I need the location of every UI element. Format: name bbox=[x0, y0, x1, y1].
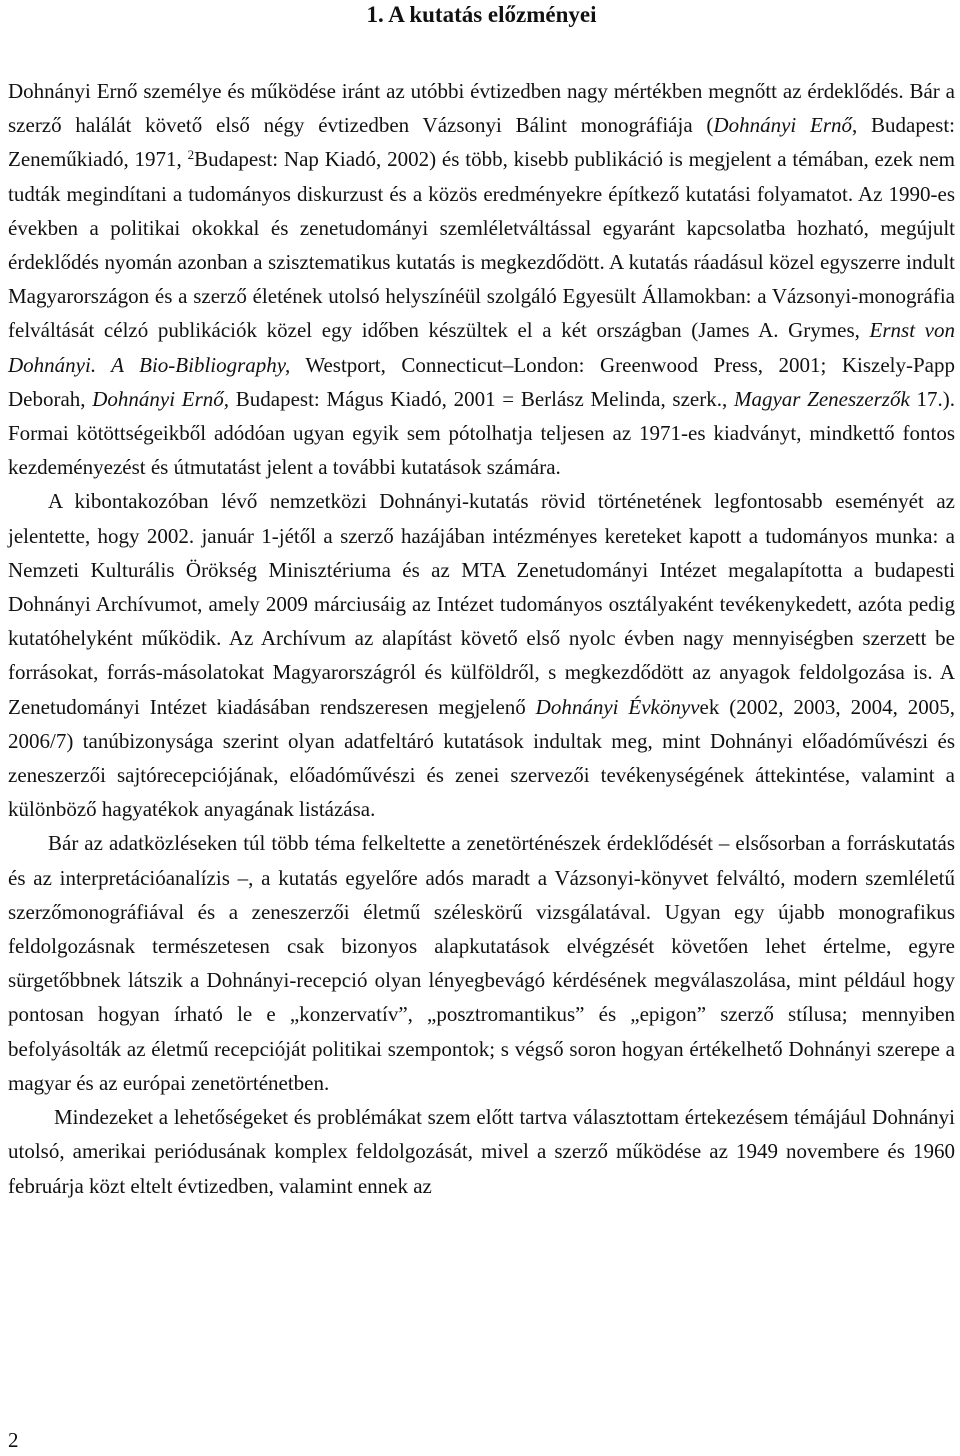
superscript-edition: 2 bbox=[187, 147, 195, 163]
section-heading: 1. A kutatás előzményei bbox=[366, 2, 597, 27]
text-run: Budapest: Mágus Kiadó, 2001 = Berlász Melinda, szerk., bbox=[229, 386, 734, 411]
paragraph-3: Bár az adatközléseken túl több téma felkeltette a zenetörténészek érdeklődését – elsősorban a forráskutatás és az interpretációanalízis –, a kutatás egyelőre adós maradt a Vázsonyi-könyvet felváltó, modern szemléletű szerzőmonográfiával és a zeneszerzői életmű széleskörű vizsgálatával. Ugyan egy újabb monografikus feldolgozásnak természetesen csak bizonyos alapkutatások elvégzését követően lehet értelme, egyre sürgetőbbnek látszik a Dohnányi-recepció olyan lényegbevágó kérdésének megválaszolása, mint például hogy pontosan hogyan írható le e „konzervatív”, „posztromantikus” és „epigon” szerző stílusa; mennyiben befolyásolták az életmű recepcióját politikai szempontok; s végső soron hogyan értékelhető Dohnányi szerepe a magyar és az európai zenetörténetben. bbox=[8, 831, 955, 1095]
paragraph-2 bbox=[8, 484, 955, 826]
text-run: Dohnányi Ernő személye és működése iránt az utóbbi évtizedben nagy mértékben megnőtt az érdeklődés. Bár a szerző halálát követő első négy évtizedben Vázsonyi Bálint monográfiája ( bbox=[8, 79, 955, 138]
body-text bbox=[8, 74, 955, 1203]
document-page bbox=[8, 0, 955, 1203]
italic-title: Ernst von Dohnányi. A Bio-Bibliography, bbox=[8, 318, 955, 377]
italic-title: Dohnányi Ernő bbox=[713, 113, 852, 138]
text-run: Budapest: Nap Kiadó, 2002) és több, kisebb publikáció is megjelent a témában, ezek nem tudták megindítani a tudományos diskurzust és a közös eredményekre építkező kutatási folyamatot. Az 1990-es években a politikai okokkal és zenetudományi szemléletváltással egyaránt kapcsolatba hozható, megújult érdeklődés nyomán azonban a szisztematikus kutatás is megkezdődött. A kutatás ráadásul közel egyszerre indult Magyarországon és a szerző életének utolsó helyszínéül szolgáló Egyesült Államokban: a Vázsonyi-monográfia felváltását célzó publikációk közel egy időben készültek el a két országban (James A. Grymes, bbox=[8, 147, 955, 343]
italic-title: Dohnányi Ernő, bbox=[92, 386, 230, 411]
text-run: Westport, Connecticut–London: Greenwood Press, 2001; Kiszely-Papp Deborah, bbox=[8, 352, 955, 411]
page-number: 2 bbox=[8, 1428, 19, 1452]
text-run: , Budapest: Zeneműkiadó, 1971, bbox=[8, 113, 955, 172]
text-run: ek (2002, 2003, 2004, 2005, 2006/7) tanúbizonysága szerint olyan adatfeltáró kutatások indultak meg, mint Dohnányi előadóművészi és zeneszerzői sajtórecepciójának, előadóművészi és zenei szervezői tevékenységének áttekintése, valamint a különböző hagyatékok anyagának listázása. bbox=[8, 694, 955, 822]
italic-title: Magyar Zeneszerzők bbox=[733, 386, 910, 411]
paragraph-4: Mindezeket a lehetőségeket és problémákat szem előtt tartva választottam értekezésem témájául Dohnányi utolsó, amerikai periódusának komplex feldolgozását, mivel a szerző működése az 1949 novembere és 1960 februárja közt eltelt évtizedben, valamint ennek az bbox=[8, 1105, 955, 1198]
text-run: 17.). Formai kötöttségeikből adódóan ugyan egyik sem pótolhatja teljesen az 1971-es kiadványt, mindkettő fontos kezdeményezést és útmutatást jelent a további kutatások számára. bbox=[8, 386, 955, 480]
text-run: A kibontakozóban lévő nemzetközi Dohnányi-kutatás rövid történetének legfontosabb eseményét az jelentette, hogy 2002. január 1-jétől a szerző hazájában intézményes kereteket kapott a tudományos munka: a Nemzeti Kulturális Örökség Minisztériuma és az MTA Zenetudományi Intézet megalapította a budapesti Dohnányi Archívumot, amely 2009 márciusáig az Intézet tudományos osztályaként tevékenykedett, azóta pedig kutatóhelyként működik. Az Archívum az alapítást követő első nyolc évben nagy mennyiségben szerzett be forrásokat, forrás-másolatokat Magyarországról és külföldről, s megkezdődött az anyagok feldolgozása is. A Zenetudományi Intézet kiadásában rendszeresen megjelenő bbox=[8, 489, 955, 719]
italic-title: Dohnányi Évkönyv bbox=[535, 694, 700, 719]
paragraph-1 bbox=[8, 74, 955, 484]
